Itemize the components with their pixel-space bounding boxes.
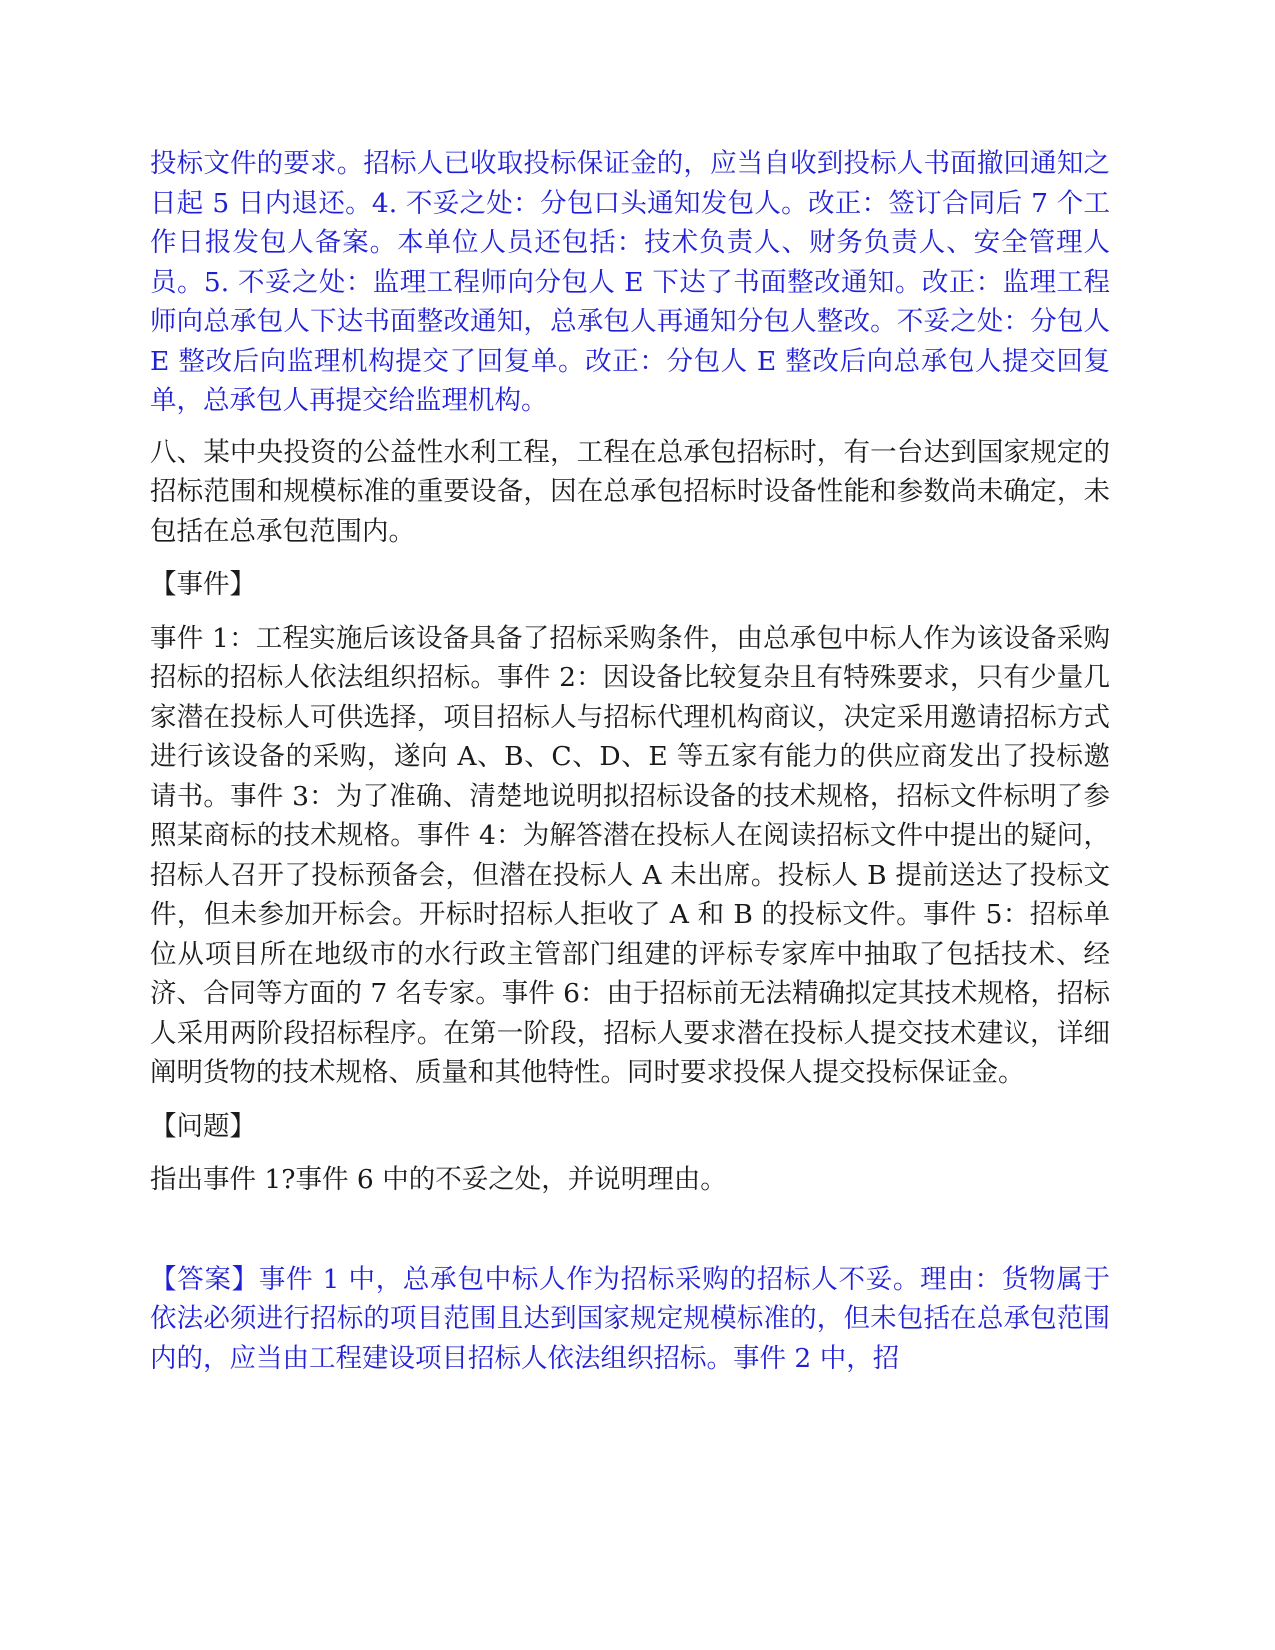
answer-continued-paragraph: 投标文件的要求。招标人已收取投标保证金的，应当自收到投标人书面撤回通知之日起 5 日内退还。4. 不妥之处：分包口头通知发包人。改正：签订合同后 7 个工作日报发包人备案。本单位人员还包括：技术负责人、财务负责人、安全管理人员。5. 不妥之处：监理工程师向分包人 E 下达了书面整改通知。改正：监理工程师向总承包人下达书面整改通知，总承包人再通知分包人整改。不妥之处：分包人 E 整改后向监理机构提交了回复单。改正：分包人 E 整改后向总承包人提交回复单，总承包人再提交给监理机构。 (150, 148, 1110, 416)
answer-paragraph: 【答案】事件 1 中，总承包中标人作为招标采购的招标人不妥。理由：货物属于依法必须进行招标的项目范围且达到国家规定规模标准的，但未包括在总承包范围内的，应当由工程建设项目招标人依法组织招标。事件 2 中，招 (150, 1263, 1110, 1374)
events-paragraph: 事件 1：工程实施后该设备具备了招标采购条件，由总承包中标人作为该设备采购招标的招标人依法组织招标。事件 2：因设备比较复杂且有特殊要求，只有少量几家潜在投标人可供选择，项目招标人与招标代理机构商议，决定采用邀请招标方式进行该设备的采购，遂向 A、B、C、D、E 等五家有能力的供应商发出了投标邀请书。事件 3：为了准确、清楚地说明拟招标设备的技术规格，招标文件标明了参照某商标的技术规格。事件 4：为解答潜在投标人在阅读招标文件中提出的疑问，招标人召开了投标预备会，但潜在投标人 A 未出席。投标人 B 提前送达了投标文件，但未参加开标会。开标时招标人拒收了 A 和 B 的投标文件。事件 5：招标单位从项目所在地级市的水行政主管部门组建的评标专家库中抽取了包括技术、经济、合同等方面的 7 名专家。事件 6：由于招标前无法精确拟定其技术规格，招标人采用两阶段招标程序。在第一阶段，招标人要求潜在投标人提交技术建议，详细阐明货物的技术规格、质量和其他特性。同时要求投保人提交投标保证金。 (150, 622, 1110, 1088)
events-heading: 【事件】 (150, 569, 256, 600)
document-page (150, 144, 1110, 1378)
question-heading: 【问题】 (150, 1110, 256, 1142)
question-8-intro: 八、某中央投资的公益性水利工程，工程在总承包招标时，有一台达到国家规定的招标范围和规模标准的重要设备，因在总承包招标时设备性能和参数尚未确定，未包括在总承包范围内。 (150, 436, 1110, 547)
question-paragraph: 指出事件 1?事件 6 中的不妥之处，并说明理由。 (150, 1164, 727, 1195)
